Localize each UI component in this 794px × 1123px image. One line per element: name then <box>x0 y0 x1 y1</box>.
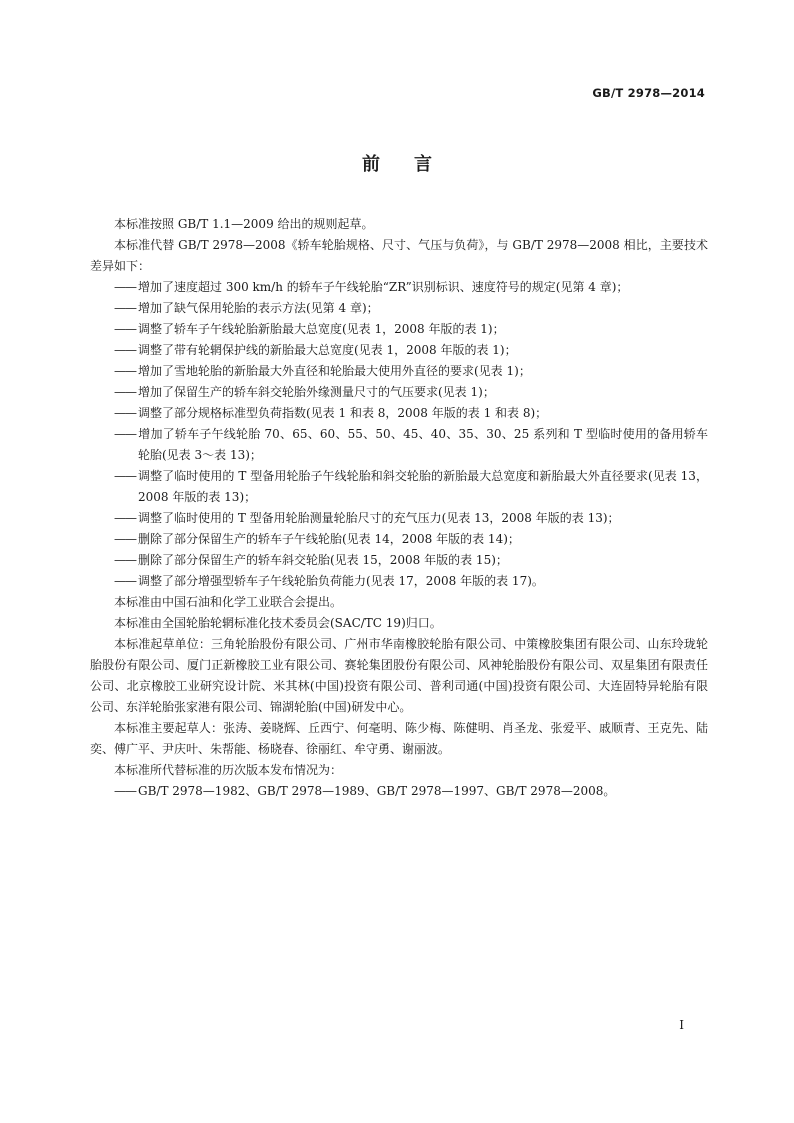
page-number: I <box>679 1018 684 1032</box>
change-item <box>90 340 708 361</box>
dash-marker: —— <box>114 511 136 525</box>
dash-marker: —— <box>114 385 136 399</box>
history-item <box>90 781 708 802</box>
dash-marker: —— <box>114 469 136 483</box>
closing-paragraph: 本标准由全国轮胎轮辋标准化技术委员会(SAC/TC 19)归口。 <box>114 616 442 630</box>
history-heading: 本标准所代替标准的历次版本发布情况为： <box>114 763 343 777</box>
dash-marker: —— <box>114 301 136 315</box>
title-char-1: 前 <box>362 154 380 175</box>
foreword-body <box>90 214 708 802</box>
change-item-text: 调整了带有轮辋保护线的新胎最大总宽度(见表 1，2008 年版的表 1)； <box>138 343 517 357</box>
change-item <box>90 382 708 403</box>
change-item <box>90 571 708 592</box>
change-item-text: 调整了部分增强型轿车子午线轮胎负荷能力(见表 17，2008 年版的表 17)。 <box>138 574 544 588</box>
change-item <box>90 466 708 508</box>
change-item-text: 增加了速度超过 300 km/h 的轿车子午线轮胎“ZR”识别标识、速度符号的规定(见第 4 章)； <box>138 280 629 294</box>
dash-marker: —— <box>114 784 136 798</box>
page-title <box>0 150 794 176</box>
change-item <box>90 424 708 466</box>
title-char-2: 言 <box>414 154 432 175</box>
dash-marker: —— <box>114 553 136 567</box>
change-item-text: 删除了部分保留生产的轿车子午线轮胎(见表 14，2008 年版的表 14)； <box>138 532 520 546</box>
change-item <box>90 277 708 298</box>
change-item-text: 增加了保留生产的轿车斜交轮胎外缘测量尺寸的气压要求(见表 1)； <box>138 385 495 399</box>
change-item-text: 删除了部分保留生产的轿车斜交轮胎(见表 15，2008 年版的表 15)； <box>138 553 508 567</box>
change-item <box>90 361 708 382</box>
change-item-text: 调整了临时使用的 T 型备用轮胎测量轮胎尺寸的充气压力(见表 13，2008 年版的表 13)； <box>138 511 620 525</box>
change-item-text: 增加了雪地轮胎的新胎最大外直径和轮胎最大使用外直径的要求(见表 1)； <box>138 364 531 378</box>
change-item-text: 增加了轿车子午线轮胎 70、65、60、55、50、45、40、35、30、25 系列和 T 型临时使用的备用轿车轮胎(见表 3～表 13)； <box>138 427 708 462</box>
dash-marker: —— <box>114 406 136 420</box>
change-item <box>90 319 708 340</box>
change-item-text: 增加了缺气保用轮胎的表示方法(见第 4 章)； <box>138 301 379 315</box>
dash-marker: —— <box>114 574 136 588</box>
change-item <box>90 508 708 529</box>
change-item-text: 调整了部分规格标准型负荷指数(见表 1 和表 8，2008 年版的表 1 和表 8)； <box>138 406 548 420</box>
standard-code: GB/T 2978—2014 <box>592 86 705 100</box>
drafting-units-paragraph: 本标准起草单位：三角轮胎股份有限公司、广州市华南橡胶轮胎有限公司、中策橡胶集团有限公司、山东玲珑轮胎股份有限公司、厦门正新橡胶工业有限公司、赛轮集团股份有限公司、风神轮胎股份有限公司、双星集团有限责任公司、北京橡胶工业研究设计院、米其林(中国)投资有限公司、普利司通(中国)投资有限公司、大连固特异轮胎有限公司、东洋轮胎张家港有限公司、锦湖轮胎(中国)研发中心。 <box>90 637 708 714</box>
change-item <box>90 403 708 424</box>
dash-marker: —— <box>114 364 136 378</box>
change-item-text: 调整了临时使用的 T 型备用轮胎子午线轮胎和斜交轮胎的新胎最大总宽度和新胎最大外直径要求(见表 13，2008 年版的表 13)； <box>138 469 708 504</box>
drafters-paragraph: 本标准主要起草人：张涛、姜晓辉、丘西宁、何毫明、陈少梅、陈健明、肖圣龙、张爱平、戚顺青、王克先、陆奕、傅广平、尹庆叶、朱帮能、杨晓春、徐丽红、牟守勇、谢丽波。 <box>90 721 708 756</box>
change-item <box>90 529 708 550</box>
intro-paragraph: 本标准代替 GB/T 2978—2008《轿车轮胎规格、尺寸、气压与负荷》，与 GB/T 2978—2008 相比，主要技术差异如下： <box>90 238 708 273</box>
history-item-text: GB/T 2978—1982、GB/T 2978—1989、GB/T 2978—1997、GB/T 2978—2008。 <box>138 784 616 798</box>
change-item-text: 调整了轿车子午线轮胎新胎最大总宽度(见表 1，2008 年版的表 1)； <box>138 322 505 336</box>
dash-marker: —— <box>114 427 136 441</box>
intro-paragraph: 本标准按照 GB/T 1.1—2009 给出的规则起草。 <box>114 217 374 231</box>
dash-marker: —— <box>114 532 136 546</box>
dash-marker: —— <box>114 322 136 336</box>
change-item <box>90 298 708 319</box>
closing-paragraph: 本标准由中国石油和化学工业联合会提出。 <box>114 595 343 609</box>
change-item <box>90 550 708 571</box>
dash-marker: —— <box>114 343 136 357</box>
dash-marker: —— <box>114 280 136 294</box>
